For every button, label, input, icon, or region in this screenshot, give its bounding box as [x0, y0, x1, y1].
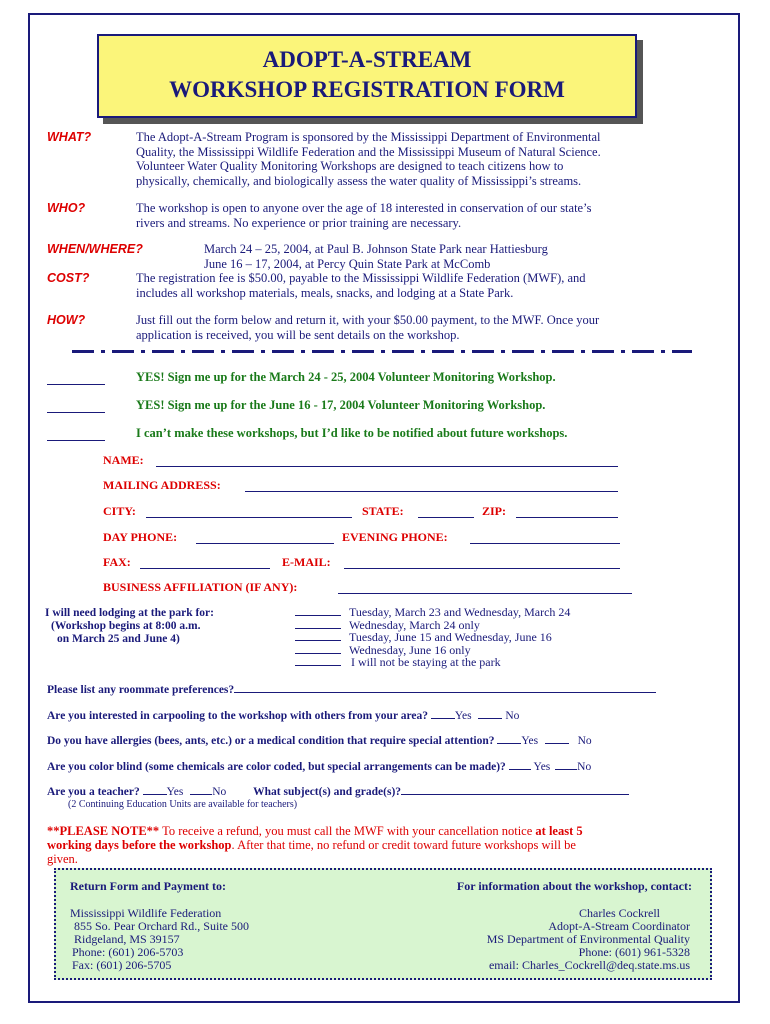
lodging-label-line: (Workshop begins at 8:00 a.m.: [51, 620, 201, 632]
title-line-1: ADOPT-A-STREAM: [262, 47, 472, 72]
cost-line: includes all workshop materials, meals, snacks, and lodging at a State Park.: [136, 285, 514, 300]
note-text: To receive a refund, you must call the MWF with your cancellation notice: [159, 824, 536, 838]
allergy-yes-blank[interactable]: [497, 743, 521, 744]
address-line: 855 So. Pear Orchard Rd., Suite 500: [74, 919, 249, 933]
contact-box: [54, 868, 712, 980]
subjects-field[interactable]: [401, 794, 629, 795]
note-prefix: **PLEASE NOTE**: [47, 824, 160, 838]
lodging-label-line: I will need lodging at the park for:: [45, 607, 214, 619]
lodging-options: [295, 606, 570, 669]
carpool-no: No: [505, 710, 520, 722]
roommate-text: Please list any roommate preferences?: [47, 684, 235, 696]
allergy-yes: Yes: [521, 735, 539, 747]
note-text: . After that time, no refund or credit toward future workshops will be: [231, 838, 576, 852]
email-field[interactable]: [344, 567, 620, 569]
address-line: Mississippi Wildlife Federation: [70, 906, 222, 920]
colorblind-no-blank[interactable]: [555, 769, 577, 770]
colorblind-text: Are you color blind (some chemicals are color coded, but special arrangements can be made)?: [47, 761, 506, 773]
lodging-label: [45, 607, 214, 646]
note-bold: working days before the workshop: [47, 838, 232, 852]
state-label: STATE:: [362, 504, 404, 518]
how-line: application is received, you will be sent details on the workshop.: [136, 327, 460, 342]
colorblind-yes-blank[interactable]: [509, 769, 531, 770]
teacher-no: No: [212, 786, 227, 798]
dashed-divider: [72, 350, 692, 353]
name-label: NAME:: [103, 453, 144, 467]
state-field[interactable]: [418, 516, 474, 518]
ceu-note: (2 Continuing Education Units are available for teachers): [68, 799, 298, 810]
day-phone-label: DAY PHONE:: [103, 530, 178, 544]
lodging-option[interactable]: [295, 656, 570, 669]
evening-phone-field[interactable]: [470, 542, 620, 544]
what-line: Volunteer Water Quality Monitoring Workshops are designed to teach citizens how to: [136, 159, 564, 173]
mailing-label: MAILING ADDRESS:: [103, 478, 221, 492]
city-field[interactable]: [146, 516, 352, 518]
contact-line: email: Charles_Cockrell@deq.state.ms.us: [488, 958, 690, 972]
mailing-field[interactable]: [245, 490, 618, 492]
what-text: [136, 130, 726, 188]
email-label: E-MAIL:: [282, 555, 331, 569]
teacher-yes-blank[interactable]: [143, 794, 167, 795]
address-line: Fax: (601) 206-5705: [72, 958, 172, 972]
carpool-yes: Yes: [454, 710, 472, 722]
teacher-text: Are you a teacher?: [47, 786, 140, 798]
carpool-no-blank[interactable]: [478, 718, 502, 719]
roommate-question: [47, 684, 656, 696]
when-label: WHEN/WHERE?: [47, 242, 143, 256]
zip-field[interactable]: [516, 516, 618, 518]
colorblind-no: No: [577, 761, 592, 773]
option-2-blank[interactable]: [47, 411, 105, 413]
contact-line: Adopt-A-Stream Coordinator: [548, 919, 690, 933]
fax-label: FAX:: [103, 555, 131, 569]
address-line: Ridgeland, MS 39157: [74, 932, 180, 946]
contact-line: Charles Cockrell: [579, 906, 660, 920]
how-text: [136, 313, 726, 342]
business-label: BUSINESS AFFILIATION (IF ANY):: [103, 580, 298, 594]
cost-text: [136, 271, 726, 300]
lodging-option-text: Wednesday, June 16 only: [349, 642, 471, 657]
note-bold: at least 5: [535, 824, 583, 838]
who-line: rivers and streams. No experience or prior training are necessary.: [136, 215, 462, 230]
colorblind-question: [47, 761, 591, 773]
when-line: June 16 – 17, 2004, at Percy Quin State Park at McComb: [204, 256, 491, 271]
who-label: WHO?: [47, 201, 86, 215]
cost-line: The registration fee is $50.00, payable to the Mississippi Wildlife Federation (MWF), and: [136, 271, 586, 285]
refund-note: [47, 824, 707, 866]
allergy-question: [47, 735, 592, 747]
contact-info: [487, 907, 690, 972]
day-phone-field[interactable]: [196, 542, 334, 544]
address-line: Phone: (601) 206-5703: [72, 945, 184, 959]
lodging-option-text: Tuesday, June 15 and Wednesday, June 16: [349, 630, 552, 644]
teacher-yes: Yes: [166, 786, 184, 798]
what-line: physically, chemically, and biologically assess the water quality of Mississippi’s streams.: [136, 173, 582, 188]
when-line: March 24 – 25, 2004, at Paul B. Johnson State Park near Hattiesburg: [204, 242, 548, 256]
teacher-question: [47, 786, 629, 798]
info-title: For information about the workshop, contact:: [456, 879, 692, 893]
allergy-no: No: [577, 735, 592, 747]
city-label: CITY:: [103, 504, 136, 518]
option-3-blank[interactable]: [47, 439, 105, 441]
option-2-text: YES! Sign me up for the June 16 - 17, 2004 Volunteer Monitoring Workshop.: [136, 398, 546, 412]
who-line: The workshop is open to anyone over the age of 18 interested in conservation of our state’s: [136, 201, 592, 215]
fax-field[interactable]: [140, 567, 270, 569]
return-title: Return Form and Payment to:: [70, 879, 226, 893]
evening-phone-label: EVENING PHONE:: [342, 530, 448, 544]
carpool-question: [47, 710, 519, 722]
lodging-option-text: Wednesday, March 24 only: [349, 617, 480, 632]
lodging-label-line: on March 25 and June 4): [57, 633, 180, 645]
return-address: [70, 907, 249, 972]
lodging-option-text: Tuesday, March 23 and Wednesday, March 24: [349, 605, 571, 619]
zip-label: ZIP:: [482, 504, 506, 518]
name-field[interactable]: [156, 465, 618, 467]
contact-line: Phone: (601) 961-5328: [578, 945, 690, 959]
allergy-text: Do you have allergies (bees, ants, etc.) or a medical condition that require special attention?: [47, 735, 495, 747]
allergy-no-blank[interactable]: [545, 743, 569, 744]
who-text: [136, 201, 726, 230]
option-3-text: I can’t make these workshops, but I’d like to be notified about future workshops.: [136, 426, 568, 440]
what-label: WHAT?: [47, 130, 92, 144]
title-box: [97, 34, 637, 118]
subjects-text: What subject(s) and grade(s)?: [253, 786, 402, 798]
what-line: The Adopt-A-Stream Program is sponsored by the Mississippi Department of Environmental: [136, 130, 601, 144]
lodging-option-text: I will not be staying at the park: [351, 655, 501, 669]
cost-label: COST?: [47, 271, 90, 285]
colorblind-yes: Yes: [533, 761, 551, 773]
how-label: HOW?: [47, 313, 86, 327]
carpool-yes-blank[interactable]: [431, 718, 455, 719]
how-line: Just fill out the form below and return it, with your $50.00 payment, to the MWF. Once your: [136, 313, 600, 327]
note-text: given.: [47, 852, 78, 866]
what-line: Quality, the Mississippi Wildlife Federation and the Mississippi Museum of Natural Science.: [136, 144, 601, 159]
business-field[interactable]: [338, 592, 632, 594]
option-1-blank[interactable]: [47, 383, 105, 385]
when-text: [204, 242, 724, 271]
carpool-text: Are you interested in carpooling to the workshop with others from your area?: [47, 710, 428, 722]
title-line-2: WORKSHOP REGISTRATION FORM: [169, 77, 565, 102]
option-1-text: YES! Sign me up for the March 24 - 25, 2004 Volunteer Monitoring Workshop.: [136, 370, 556, 384]
roommate-field[interactable]: [234, 692, 656, 693]
contact-line: MS Department of Environmental Quality: [486, 932, 690, 946]
teacher-no-blank[interactable]: [190, 794, 212, 795]
